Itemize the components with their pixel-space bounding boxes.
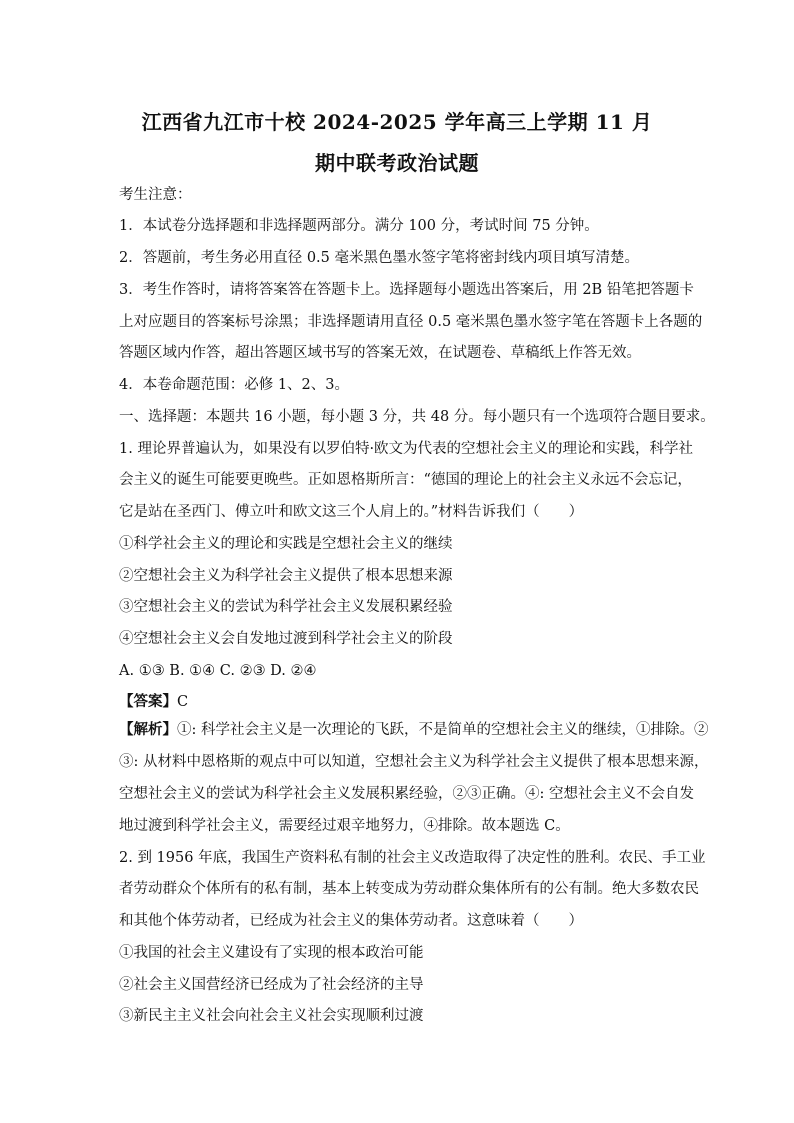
notice-heading: 考生注意：	[119, 187, 192, 203]
document-title-line1: 江西省九江市十校 2024-2025 学年高三上学期 11 月	[141, 110, 653, 134]
question-option: ③新民主主义社会向社会主义社会实现顺利过渡	[119, 1008, 424, 1024]
question-option: ②空想社会主义为科学社会主义提供了根本思想来源	[119, 568, 453, 584]
question-stem: 会主义的诞生可能要更晚些。正如恩格斯所言：“德国的理论上的社会主义永远不会忘记，	[119, 472, 692, 488]
document-title-line2: 期中联考政治试题	[315, 151, 479, 175]
notice-item: 3．考生作答时，请将答案答在答题卡上。选择题每小题选出答案后，用 2B 铅笔把答题卡	[119, 282, 694, 298]
notice-item: 4．本卷命题范围：必修 1、2、3。	[119, 377, 350, 393]
analysis-line	[119, 720, 709, 740]
answer-line	[119, 692, 679, 712]
answer-value: C	[177, 694, 189, 710]
question-stem: 2. 到 1956 年底，我国生产资料私有制的社会主义改造取得了决定性的胜利。农民、手工业	[119, 850, 706, 866]
question-stem: 它是站在圣西门、傅立叶和欧文这三个人肩上的。”材料告诉我们（ ）	[119, 504, 584, 520]
question-option: ③空想社会主义的尝试为科学社会主义发展积累经验	[119, 599, 453, 615]
notice-item: 上对应题目的答案标号涂黑；非选择题请用直径 0.5 毫米黑色墨水签字笔在答题卡上各题的	[119, 314, 703, 330]
answer-choices: A. ①③ B. ①④ C. ②③ D. ②④	[119, 663, 317, 679]
analysis-text: ③: 从材料中恩格斯的观点中可以知道，空想社会主义为科学社会主义提供了根本思想来源，	[119, 754, 709, 770]
analysis-text: 空想社会主义的尝试为科学社会主义发展积累经验，②③正确。④: 空想社会主义不会自发	[119, 786, 694, 802]
analysis-text: 地过渡到科学社会主义，需要经过艰辛地努力，④排除。故本题选 C。	[119, 818, 570, 834]
question-stem: 者劳动群众个体所有的私有制，基本上转变成为劳动群众集体所有的公有制。绝大多数农民	[119, 881, 699, 897]
question-option: ①我国的社会主义建设有了实现的根本政治可能	[119, 945, 424, 961]
notice-item: 2．答题前，考生务必用直径 0.5 毫米黑色墨水签字笔将密封线内项目填写清楚。	[119, 250, 640, 266]
question-option: ①科学社会主义的理论和实践是空想社会主义的继续	[119, 536, 453, 552]
question-option: ②社会主义国营经济已经成为了社会经济的主导	[119, 977, 424, 993]
notice-item: 1．本试卷分选择题和非选择题两部分。满分 100 分，考试时间 75 分钟。	[119, 218, 599, 234]
question-stem: 1. 理论界普遍认为，如果没有以罗伯特·欧文为代表的空想社会主义的理论和实践，科学社	[119, 441, 694, 457]
analysis-label: 【解析】	[119, 721, 177, 738]
section-heading: 一、选择题：本题共 16 小题，每小题 3 分，共 48 分。每小题只有一个选项符合题目要求。	[119, 409, 715, 425]
analysis-text: ①: 科学社会主义是一次理论的飞跃，不是简单的空想社会主义的继续，①排除。②	[177, 722, 709, 738]
answer-label: 【答案】	[119, 693, 177, 710]
question-stem: 和其他个体劳动者，已经成为社会主义的集体劳动者。这意味着（ ）	[119, 913, 583, 929]
notice-item: 答题区域内作答，超出答题区域书写的答案无效，在试题卷、草稿纸上作答无效。	[119, 345, 641, 361]
question-option: ④空想社会主义会自发地过渡到科学社会主义的阶段	[119, 631, 453, 647]
